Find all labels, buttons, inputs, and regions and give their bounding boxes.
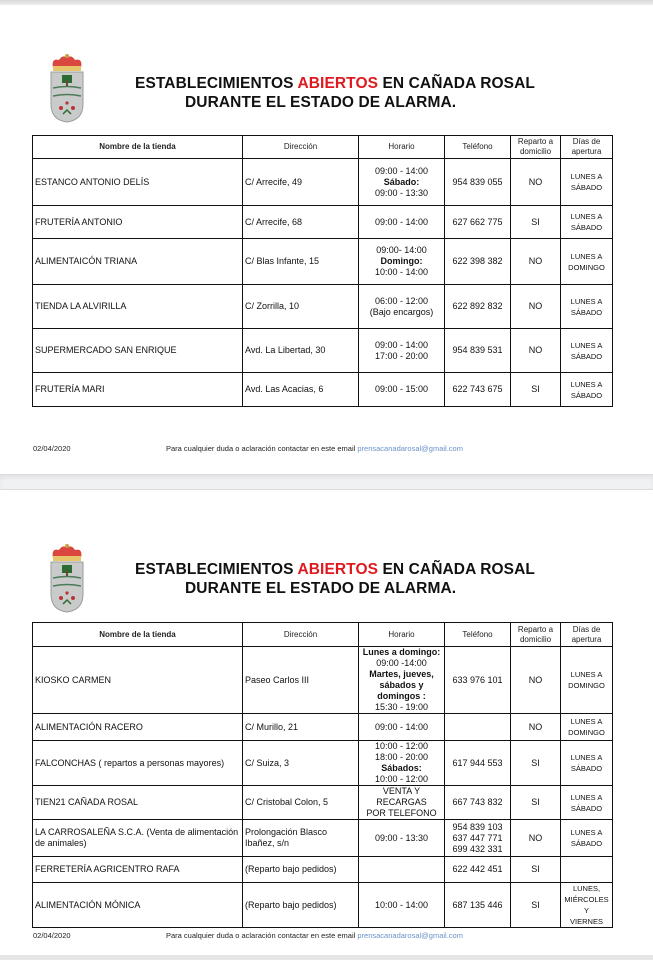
address-cell: Avd. La Libertad, 30 [243, 329, 359, 373]
column-header-name: Nombre de la tienda [33, 136, 243, 159]
hours-cell [359, 883, 445, 928]
phone-cell [445, 820, 511, 857]
opening-days-line: SÁBADO [570, 803, 603, 813]
store-name-cell: LA CARROSALEÑA S.C.A. (Venta de alimentación de animales) [33, 820, 243, 857]
address-cell: C/ Cristobal Colon, 5 [243, 786, 359, 820]
opening-days-cell [561, 820, 613, 857]
column-header-days: Días de apertura [561, 136, 613, 159]
delivery-cell: SI [511, 741, 561, 786]
table-header-row [33, 136, 613, 159]
table-row [33, 883, 613, 928]
phone-cell [445, 159, 511, 206]
phone-number: 637 447 771 [452, 832, 503, 843]
opening-days-line: LUNES A [570, 379, 603, 389]
phone-number: 622 398 382 [452, 256, 503, 266]
store-name-cell: FERRETERÍA AGRICENTRO RAFA [33, 857, 243, 883]
delivery-cell: SI [511, 786, 561, 820]
hours-line: 09:00 - 13:30 [374, 187, 429, 198]
table-row [33, 786, 613, 820]
delivery-cell: NO [511, 239, 561, 285]
table-row [33, 206, 613, 239]
title-line-2: DURANTE EL ESTADO DE ALARMA. [185, 94, 457, 111]
hours-line: Sábados: [381, 763, 422, 773]
hours-cell [359, 857, 445, 883]
store-name-cell: ALIMENTAICÓN TRIANA [33, 239, 243, 285]
opening-days-cell [561, 857, 613, 883]
phone-cell [445, 741, 511, 786]
opening-days-line: LUNES A [570, 670, 603, 679]
delivery-cell: NO [511, 714, 561, 741]
column-header-phone: Teléfono [445, 623, 511, 647]
opening-days-cell [561, 206, 613, 239]
phone-cell [445, 857, 511, 883]
opening-days-cell [561, 714, 613, 741]
title-highlight: ABIERTOS [297, 75, 379, 92]
column-header-delivery: Reparto a domicilio [511, 136, 561, 159]
table-header-row [33, 623, 613, 647]
table-row [33, 329, 613, 373]
opening-days-line: LUNES A [570, 828, 603, 837]
phone-cell [445, 285, 511, 329]
opening-days-line: LUNES, [572, 884, 601, 893]
phone-cell [445, 239, 511, 285]
phone-cell [445, 373, 511, 407]
opening-days-line: LUNES A [570, 251, 603, 261]
hours-line: sábados y [379, 680, 424, 690]
column-header-address: Dirección [243, 136, 359, 159]
opening-days-line: SÁBADO [570, 839, 603, 848]
opening-days-cell [561, 883, 613, 928]
phone-cell [445, 329, 511, 373]
window-bottom-edge [0, 955, 653, 960]
hours-line: 09:00- 14:00 [376, 245, 427, 255]
hours-cell [359, 239, 445, 285]
column-header-days: Días de apertura [561, 623, 613, 647]
delivery-cell: SI [511, 857, 561, 883]
hours-line: 09:00 - 14:00 [374, 721, 429, 732]
table-row [33, 741, 613, 786]
address-cell: (Reparto bajo pedidos) [243, 883, 359, 928]
opening-days-line: SÁBADO [570, 390, 603, 400]
hours-line: 09:00 -14:00 [376, 658, 427, 668]
opening-days-line: LUNES A [570, 296, 603, 306]
table-row [33, 239, 613, 285]
delivery-cell: SI [511, 206, 561, 239]
phone-number: 954 839 055 [452, 176, 503, 187]
hours-cell [359, 786, 445, 820]
table-row [33, 647, 613, 714]
store-name-cell: ALIMENTACIÓN MÓNICA [33, 883, 243, 928]
hours-line: VENTA Y RECARGAS [376, 786, 427, 807]
hours-line: 06:00 - 12:00 [374, 295, 429, 306]
phone-number: 617 944 553 [452, 757, 503, 768]
hours-line: Domingo: [380, 256, 423, 266]
delivery-cell: NO [511, 285, 561, 329]
hours-line: (Bajo encargos) [369, 306, 434, 317]
opening-days-line: SÁBADO [570, 764, 603, 773]
phone-number: 622 892 832 [452, 301, 503, 311]
hours-cell [359, 741, 445, 786]
coat-of-arms-icon [45, 542, 89, 614]
delivery-cell: NO [511, 329, 561, 373]
store-name-cell: KIOSKO CARMEN [33, 647, 243, 714]
hours-line: 09:00 - 14:00 [374, 216, 429, 227]
delivery-cell: NO [511, 647, 561, 714]
opening-days-line: SÁBADO [570, 223, 603, 232]
table-row [33, 285, 613, 329]
opening-days-line: DOMINGO [568, 262, 605, 272]
opening-days-line: VIERNES [570, 917, 603, 926]
coat-of-arms-icon [45, 52, 89, 124]
title-line-1: ESTABLECIMIENTOS ABIERTOS EN CAÑADA ROSAL [135, 75, 535, 92]
hours-line: 09:00 - 14:00 [374, 165, 429, 176]
hours-line: Martes, jueves, [369, 669, 434, 679]
phone-cell [445, 206, 511, 239]
hours-line: Lunes a domingo: [362, 647, 441, 657]
hours-line: 09:00 - 14:00 [374, 339, 429, 350]
address-cell: C/ Zorrilla, 10 [243, 285, 359, 329]
hours-line: 09:00 - 13:30 [374, 832, 429, 843]
opening-days-line: SÁBADO [570, 351, 603, 361]
document-page-2 [0, 490, 653, 955]
phone-cell [445, 647, 511, 714]
opening-days-line: DOMINGO [568, 681, 605, 690]
column-header-phone: Teléfono [445, 136, 511, 159]
address-cell: C/ Arrecife, 68 [243, 206, 359, 239]
opening-days-cell [561, 285, 613, 329]
footer-date: 02/04/2020 [33, 444, 71, 453]
store-name-cell: FRUTERÍA MARI [33, 373, 243, 407]
column-header-hours: Horario [359, 623, 445, 647]
hours-line: 10:00 - 12:00 [374, 741, 429, 751]
phone-cell [445, 786, 511, 820]
delivery-cell: SI [511, 373, 561, 407]
phone-number: 687 135 446 [452, 899, 503, 910]
opening-days-cell [561, 239, 613, 285]
hours-cell [359, 285, 445, 329]
store-name-cell: TIEN21 CAÑADA ROSAL [33, 786, 243, 820]
opening-days-cell [561, 159, 613, 206]
hours-line: domingos : [377, 691, 426, 701]
delivery-cell: NO [511, 820, 561, 857]
hours-line: 10:00 - 12:00 [374, 774, 429, 784]
footer-email-link[interactable]: prensacanadarosal@gmail.com [357, 931, 463, 940]
opening-days-cell [561, 329, 613, 373]
stores-table-page-2 [32, 622, 613, 928]
opening-days-line: LUNES A [570, 172, 603, 181]
footer-email-link[interactable]: prensacanadarosal@gmail.com [357, 444, 463, 453]
store-name-cell: FRUTERÍA ANTONIO [33, 206, 243, 239]
store-name-cell: SUPERMERCADO SAN ENRIQUE [33, 329, 243, 373]
column-header-address: Dirección [243, 623, 359, 647]
address-cell: Paseo Carlos III [243, 647, 359, 714]
opening-days-cell [561, 373, 613, 407]
hours-line: 10:00 - 14:00 [374, 267, 429, 277]
document-page-1 [0, 0, 653, 462]
opening-days-cell [561, 741, 613, 786]
hours-line: 15:30 - 19:00 [374, 702, 429, 712]
footer-date: 02/04/2020 [33, 931, 71, 940]
title-highlight: ABIERTOS [297, 561, 379, 578]
phone-cell [445, 714, 511, 741]
store-name-cell: TIENDA LA ALVIRILLA [33, 285, 243, 329]
phone-number: 667 743 832 [452, 797, 503, 807]
address-cell: C/ Suiza, 3 [243, 741, 359, 786]
column-header-delivery: Reparto a domicilio [511, 623, 561, 647]
phone-number: 954 839 103 [452, 821, 503, 832]
phone-number: 954 839 531 [452, 345, 503, 355]
phone-number: 622 442 451 [452, 864, 503, 874]
hours-cell [359, 329, 445, 373]
store-name-cell: ALIMENTACIÓN RACERO [33, 714, 243, 741]
hours-cell [359, 647, 445, 714]
address-cell: C/ Arrecife, 49 [243, 159, 359, 206]
title-line-2: DURANTE EL ESTADO DE ALARMA. [185, 580, 457, 597]
hours-line: Sábado: [383, 176, 420, 187]
hours-line: 10:00 - 14:00 [374, 899, 429, 910]
hours-cell [359, 373, 445, 407]
hours-cell [359, 820, 445, 857]
opening-days-cell [561, 647, 613, 714]
hours-cell [359, 714, 445, 741]
address-cell: (Reparto bajo pedidos) [243, 857, 359, 883]
opening-days-cell [561, 786, 613, 820]
store-name-cell: ESTANCO ANTONIO DELÍS [33, 159, 243, 206]
address-cell: Avd. Las Acacias, 6 [243, 373, 359, 407]
address-cell: Prolongación Blasco Ibañez, s/n [243, 820, 359, 857]
footer-message: Para cualquier duda o aclaración contactar en este email prensacanadarosal@gmail.com [166, 931, 463, 940]
opening-days-line: SÁBADO [570, 307, 603, 317]
opening-days-line: LUNES A [570, 340, 603, 350]
footer-message: Para cualquier duda o aclaración contactar en este email prensacanadarosal@gmail.com [166, 444, 463, 453]
hours-cell [359, 159, 445, 206]
opening-days-line: LUNES A [570, 753, 603, 762]
stores-table-page-1 [32, 135, 613, 407]
table-row [33, 159, 613, 206]
opening-days-line: SÁBADO [570, 183, 603, 192]
opening-days-line: LUNES A [570, 212, 603, 221]
table-row [33, 857, 613, 883]
phone-cell [445, 883, 511, 928]
page-separator [0, 474, 653, 490]
table-row [33, 373, 613, 407]
store-name-cell: FALCONCHAS ( repartos a personas mayores) [33, 741, 243, 786]
phone-number: 627 662 775 [452, 216, 503, 227]
table-row [33, 714, 613, 741]
address-cell: C/ Blas Infante, 15 [243, 239, 359, 285]
table-row [33, 820, 613, 857]
opening-days-line: DOMINGO [568, 728, 605, 737]
delivery-cell: SI [511, 883, 561, 928]
title-line-1: ESTABLECIMIENTOS ABIERTOS EN CAÑADA ROSAL [135, 561, 535, 578]
phone-number: 633 976 101 [452, 674, 503, 685]
phone-number: 699 432 331 [452, 843, 503, 854]
hours-cell [359, 206, 445, 239]
opening-days-line: LUNES A [570, 717, 603, 726]
column-header-hours: Horario [359, 136, 445, 159]
hours-line: 18:00 - 20:00 [374, 752, 429, 762]
hours-line: 17:00 - 20:00 [374, 350, 429, 361]
hours-line: POR TELEFONO [366, 808, 437, 818]
phone-number: 622 743 675 [452, 384, 503, 394]
opening-days-line: MIÉRCOLES Y [564, 895, 609, 915]
column-header-name: Nombre de la tienda [33, 623, 243, 647]
opening-days-line: LUNES A [570, 792, 603, 802]
delivery-cell: NO [511, 159, 561, 206]
hours-line: 09:00 - 15:00 [374, 384, 429, 394]
address-cell: C/ Murillo, 21 [243, 714, 359, 741]
